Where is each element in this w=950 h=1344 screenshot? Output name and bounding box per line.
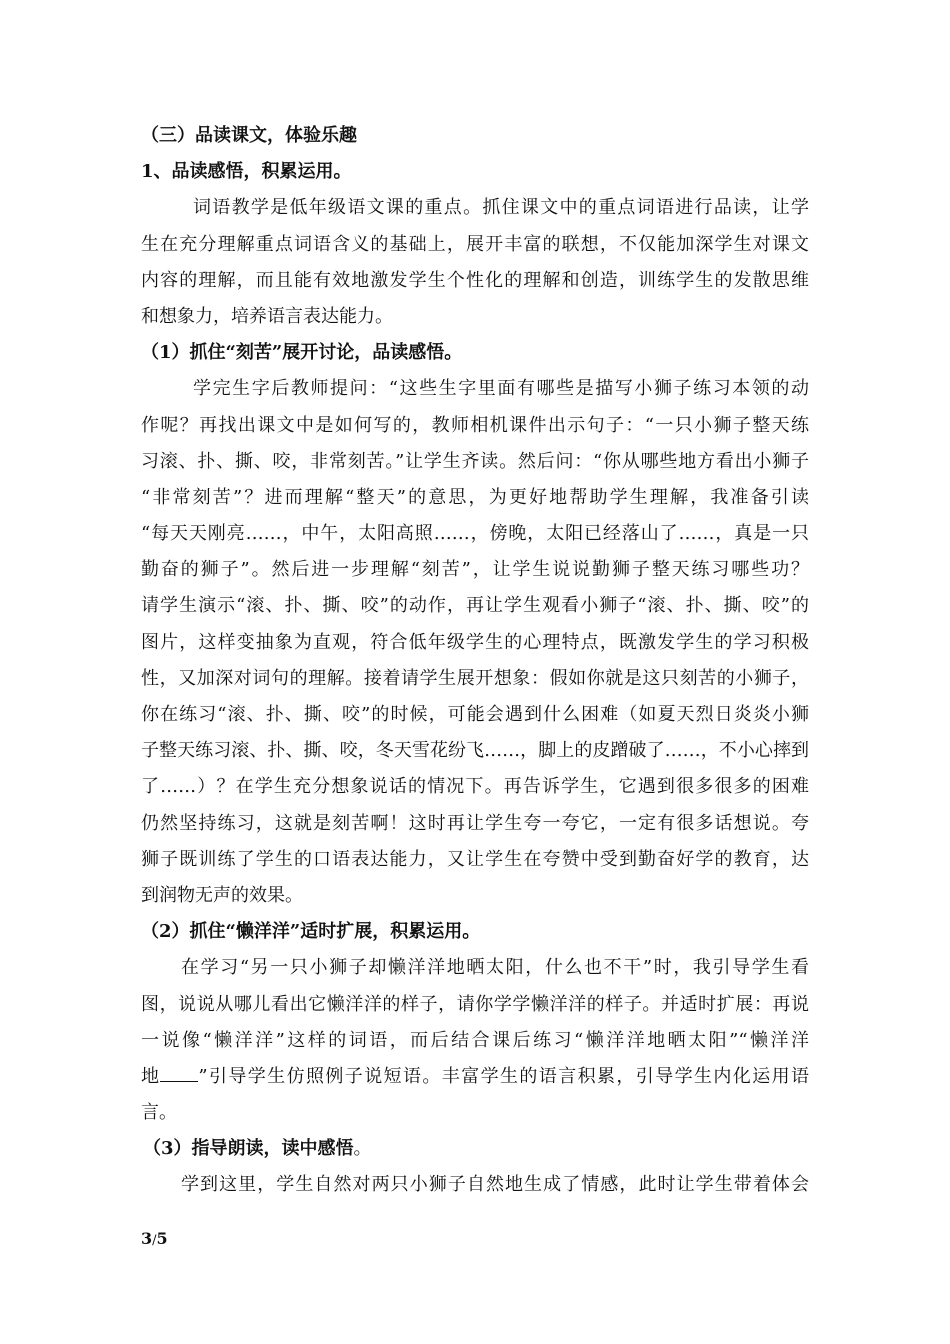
paragraph-line: 在学习“另一只小狮子却懒洋洋地晒太阳，什么也不干”时，我引导学生看 [181,957,809,979]
point-heading-3-text: （3）指导朗读，读中感悟 [143,1138,354,1160]
point-heading-1: （1）抓住“刻苦”展开讨论，品读感悟。 [141,342,463,364]
page-current: 3 [141,1229,153,1248]
paragraph-line: 学到这里，学生自然对两只小狮子自然地生成了情感，此时让学生带着体会 [181,1174,809,1196]
paragraph-line: 学完生字后教师提问：“这些生字里面有哪些是描写小狮子练习本领的动 [193,378,809,400]
paragraph-line: 请学生演示“滚、扑、撕、咬”的动作，再让学生观看小狮子“滚、扑、撕、咬”的 [141,595,809,617]
paragraph-text: ”引导学生仿照例子说短语。丰富学生的语言积累，引导学生内化运用语 [198,1065,809,1087]
paragraph-line [141,1059,809,1095]
paragraph-line: 习滚、扑、撕、咬，非常刻苦。”让学生齐读。然后问：“你从哪些地方看出小狮子 [141,450,809,472]
paragraph-line: 图，说说从哪儿看出它懒洋洋的样子，请你学学懒洋洋的样子。并适时扩展：再说 [141,993,809,1015]
paragraph-line: 词语教学是低年级语文课的重点。抓住课文中的重点词语进行品读，让学 [193,197,809,219]
paragraph-line: 内容的理解，而且能有效地激发学生个性化的理解和创造，训练学生的发散思维 [141,269,809,291]
paragraph-line: 和想象力，培养语言表达能力。 [141,305,393,327]
paragraph-line: 一说像“懒洋洋”这样的词语，而后结合课后练习“懒洋洋地晒太阳”“懒洋洋 [141,1029,809,1051]
paragraph-line: 图片，这样变抽象为直观，符合低年级学生的心理特点，既激发学生的学习积极 [141,631,809,653]
point-heading-2: （2）抓住“懒洋洋”适时扩展，积累运用。 [141,921,481,943]
page-total: 5 [156,1229,168,1248]
paragraph-line: 言。 [141,1102,177,1124]
section-heading: （三）品读课文，体验乐趣 [141,125,357,146]
paragraph-line: 作呢？再找出课文中是如何写的，教师相机课件出示句子：“一只小狮子整天练 [141,414,809,436]
paragraph-line: 仍然坚持练习，这就是刻苦啊！这时再让学生夸一夸它，一定有很多话想说。夸 [141,812,809,834]
point-heading-3-period: 。 [353,1138,372,1160]
page-number [141,1228,168,1252]
paragraph-line: 狮子既训练了学生的口语表达能力，又让学生在夸赞中受到勤奋好学的教育，达 [141,848,809,870]
document-body [141,118,809,1204]
point-heading-3 [141,1131,809,1167]
paragraph-text: 地 [141,1065,161,1087]
paragraph-line: 到润物无声的效果。 [141,884,303,906]
paragraph-line: 了……）？在学生充分想象说话的情况下。再告诉学生，它遇到很多很多的困难 [141,776,809,798]
paragraph-line: 你在练习“滚、扑、撕、咬”的时候，可能会遇到什么困难（如夏天烈日炎炎小狮 [141,704,809,725]
subsection-heading-1: 1、品读感悟，积累运用。 [141,161,352,183]
paragraph-line: “非常刻苦”？进而理解“整天”的意思，为更好地帮助学生理解，我准备引读 [141,486,809,508]
paragraph-line: 生在充分理解重点词语含义的基础上，展开丰富的联想，不仅能加深学生对课文 [141,233,809,255]
paragraph-line: 性，又加深对词句的理解。接着请学生展开想象：假如你就是这只刻苦的小狮子， [141,667,809,689]
paragraph-line: 子整天练习滚、扑、撕、咬，冬天雪花纷飞……，脚上的皮蹭破了……，不小心摔到 [141,740,809,762]
fill-in-blank [160,1067,198,1082]
paragraph-line: 勤奋的狮子”。然后进一步理解“刻苦”，让学生说说勤狮子整天练习哪些功？ [141,559,809,581]
paragraph-line: “每天天刚亮……，中午，太阳高照……，傍晚，太阳已经落山了……，真是一只 [141,523,809,545]
page-separator: / [152,1233,157,1248]
